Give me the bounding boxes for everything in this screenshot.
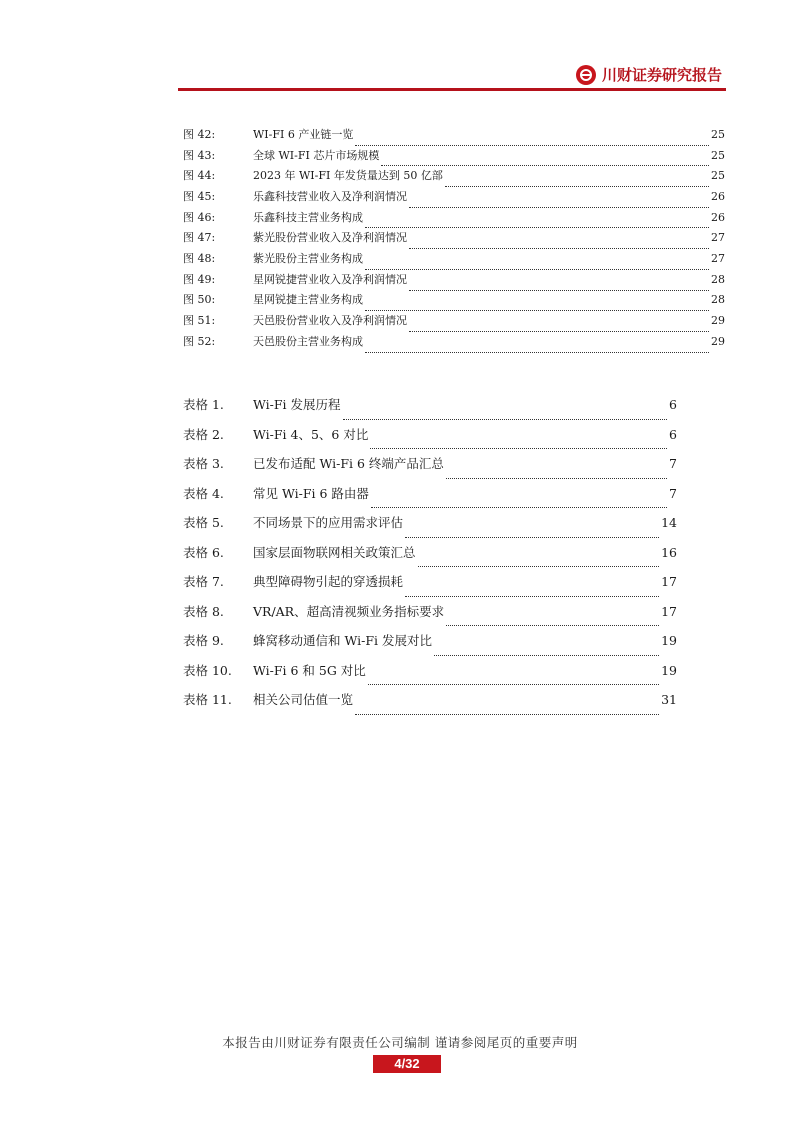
table-number: 表格 10. — [183, 662, 232, 678]
toc-entry-figure[interactable] — [183, 125, 725, 146]
page-number: 27 — [711, 231, 725, 245]
page-number: 7 — [669, 456, 677, 471]
dot-leader — [405, 520, 659, 538]
toc-entry-figure[interactable] — [183, 332, 725, 353]
toc-entry-table[interactable] — [183, 479, 677, 509]
page-number: 29 — [711, 334, 725, 348]
dot-leader — [370, 431, 667, 449]
figure-title: 天邑股份主营业务构成 — [253, 334, 363, 348]
figure-title: 乐鑫科技营业收入及净利润情况 — [253, 190, 407, 204]
figure-number: 图 42: — [183, 127, 216, 141]
table-title: Wi-Fi 6 和 5G 对比 — [253, 662, 366, 678]
dot-leader — [365, 213, 709, 228]
dot-leader — [355, 697, 659, 715]
dot-leader — [365, 255, 709, 270]
dot-leader — [409, 317, 709, 332]
table-title: 国家层面物联网相关政策汇总 — [253, 544, 416, 560]
page-number: 26 — [711, 210, 725, 224]
figure-index-list — [183, 125, 725, 353]
dot-leader — [418, 549, 660, 567]
dot-leader — [343, 402, 668, 420]
figure-title: 乐鑫科技主营业务构成 — [253, 210, 363, 224]
toc-entry-table[interactable] — [183, 508, 677, 538]
table-number: 表格 1. — [183, 397, 224, 412]
dot-leader — [409, 234, 709, 249]
figure-title: 星网锐捷主营业务构成 — [253, 293, 363, 307]
page-number: 29 — [711, 314, 725, 328]
figure-title: 星网锐捷营业收入及净利润情况 — [253, 272, 407, 286]
page-number: 25 — [711, 148, 725, 162]
table-index-list — [183, 390, 677, 715]
toc-entry-figure[interactable] — [183, 166, 725, 187]
toc-entry-table[interactable] — [183, 597, 677, 627]
toc-entry-table[interactable] — [183, 420, 677, 450]
figure-title: 紫光股份主营业务构成 — [253, 252, 363, 266]
toc-entry-table[interactable] — [183, 626, 677, 656]
dot-leader — [381, 151, 709, 166]
toc-entry-figure[interactable] — [183, 311, 725, 332]
toc-entry-table[interactable] — [183, 567, 677, 597]
table-number: 表格 9. — [183, 633, 224, 648]
table-number: 表格 5. — [183, 515, 224, 530]
table-title: 蜂窝移动通信和 Wi-Fi 发展对比 — [253, 633, 432, 648]
dot-leader — [445, 172, 709, 187]
dot-leader — [365, 338, 709, 353]
table-title: Wi-Fi 4、5、6 对比 — [253, 426, 369, 442]
table-title: 不同场景下的应用需求评估 — [253, 515, 404, 530]
dot-leader — [365, 296, 709, 311]
page-number: 7 — [669, 485, 677, 501]
toc-entry-figure[interactable] — [183, 270, 725, 291]
table-title: Wi-Fi 发展历程 — [253, 397, 341, 412]
table-title: 已发布适配 Wi-Fi 6 终端产品汇总 — [253, 456, 444, 471]
dot-leader — [446, 608, 659, 626]
page-number: 27 — [711, 252, 725, 266]
table-number: 表格 4. — [183, 485, 224, 501]
toc-entry-figure[interactable] — [183, 249, 725, 270]
toc-entry-figure[interactable] — [183, 228, 725, 249]
brand-name: 川财证券研究报告 — [601, 66, 722, 84]
page-number: 17 — [661, 603, 677, 619]
dot-leader — [355, 131, 709, 146]
toc-entry-table[interactable] — [183, 449, 677, 479]
table-number: 表格 3. — [183, 456, 224, 471]
figure-number: 图 45: — [183, 190, 216, 204]
table-title: VR/AR、超高清视频业务指标要求 — [253, 603, 445, 619]
footer-page-number: 4/32 — [373, 1055, 441, 1073]
table-title: 典型障碍物引起的穿透损耗 — [253, 574, 404, 589]
figure-number: 图 44: — [183, 169, 216, 183]
figure-title: 紫光股份营业收入及净利润情况 — [253, 231, 407, 245]
dot-leader — [409, 193, 709, 208]
company-logo-icon — [576, 65, 596, 85]
page-number: 25 — [711, 127, 725, 141]
toc-entry-table[interactable] — [183, 685, 677, 715]
dot-leader — [446, 461, 667, 479]
toc-entry-figure[interactable] — [183, 146, 725, 167]
figure-number: 图 49: — [183, 272, 216, 286]
page-number: 17 — [661, 574, 677, 589]
figure-number: 图 50: — [183, 293, 216, 307]
table-title: 常见 Wi-Fi 6 路由器 — [253, 485, 369, 501]
figure-title: 2023 年 WI-FI 年发货量达到 50 亿部 — [253, 169, 443, 183]
figure-number: 图 48: — [183, 252, 216, 266]
dot-leader — [409, 276, 709, 291]
table-number: 表格 7. — [183, 574, 224, 589]
page-number: 19 — [661, 633, 677, 648]
toc-entry-table[interactable] — [183, 538, 677, 568]
table-number: 表格 11. — [183, 692, 232, 707]
toc-entry-table[interactable] — [183, 390, 677, 420]
page-number: 31 — [661, 692, 677, 707]
figure-number: 图 51: — [183, 314, 216, 328]
table-number: 表格 6. — [183, 544, 224, 560]
footer-disclaimer: 本报告由川财证券有限责任公司编制 谨请参阅尾页的重要声明 — [222, 1035, 578, 1050]
toc-entry-figure[interactable] — [183, 291, 725, 312]
page-number: 28 — [711, 293, 725, 307]
figure-number: 图 43: — [183, 148, 216, 162]
table-title: 相关公司估值一览 — [253, 692, 354, 707]
page-number: 25 — [711, 169, 725, 183]
page-number: 28 — [711, 272, 725, 286]
table-number: 表格 8. — [183, 603, 224, 619]
page-number: 26 — [711, 190, 725, 204]
figure-number: 图 47: — [183, 231, 216, 245]
figure-title: 天邑股份营业收入及净利润情况 — [253, 314, 407, 328]
dot-leader — [368, 667, 659, 685]
header-divider — [178, 88, 726, 91]
figure-title: WI-FI 6 产业链一览 — [253, 127, 354, 141]
dot-leader — [371, 490, 667, 508]
page-number: 6 — [669, 397, 677, 412]
figure-title: 全球 WI-FI 芯片市场规模 — [253, 148, 380, 162]
toc-entry-figure[interactable] — [183, 208, 725, 229]
figure-number: 图 52: — [183, 334, 216, 348]
page-number: 6 — [669, 426, 677, 442]
page-number: 19 — [661, 662, 677, 678]
page-number: 14 — [661, 515, 677, 530]
dot-leader — [434, 638, 659, 656]
table-number: 表格 2. — [183, 426, 224, 442]
figure-number: 图 46: — [183, 210, 216, 224]
toc-entry-table[interactable] — [183, 656, 677, 686]
page-number: 16 — [661, 544, 677, 560]
header-brand — [576, 64, 722, 85]
dot-leader — [405, 579, 659, 597]
toc-entry-figure[interactable] — [183, 187, 725, 208]
